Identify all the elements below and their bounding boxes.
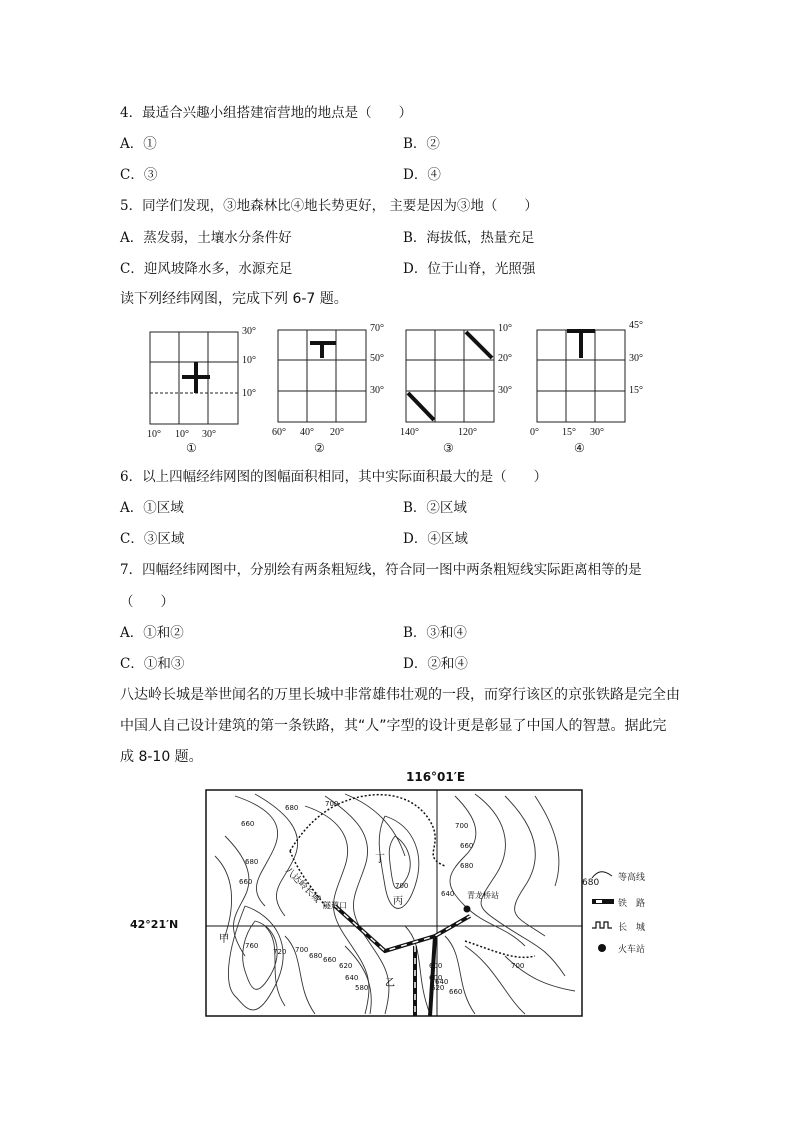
grid-2-lon-label: 20°: [330, 427, 344, 438]
contour-value: 600: [429, 962, 443, 970]
grid-1-lon-label: 10°: [147, 429, 161, 440]
contour-value: 700: [455, 822, 469, 830]
grid-3-thick-lines: [408, 332, 492, 420]
contour-value: 760: [245, 942, 259, 950]
contour-value: 660: [323, 956, 337, 964]
q7-option-a: A．①和②: [120, 625, 184, 641]
station-icon: [464, 906, 471, 913]
point-bing: 丙: [393, 896, 403, 907]
legend-station-label: 火车站: [618, 945, 646, 955]
badaling-label: 八达岭长城: [282, 866, 322, 905]
para-8-10-line-1: 八达岭长城是举世闻名的万里长城中非常雄伟壮观的一段，而穿行该区的京张铁路是完全由: [120, 687, 680, 703]
q6-option-d: D．④区域: [403, 531, 468, 547]
grid-4-lat-label: 30°: [629, 353, 643, 364]
legend-wall-icon: [592, 922, 612, 928]
tunnel-label: 隧道口: [323, 901, 347, 910]
contour-value: 660: [241, 820, 255, 828]
q5-option-d: D．位于山脊，光照强: [403, 261, 536, 277]
contour-value: 700: [325, 800, 339, 808]
grid-2-lon-label: 40°: [300, 427, 314, 438]
legend-station-icon: [598, 944, 606, 952]
q7-option-c: C．①和③: [120, 656, 185, 672]
contour-value: 720: [273, 948, 287, 956]
q6-option-c: C．③区域: [120, 531, 185, 547]
q7-stem-continued: （ ）: [120, 594, 174, 610]
point-yi: 乙: [385, 978, 395, 989]
q4-option-c: C．③: [120, 167, 158, 183]
grid-3-lat-label: 30°: [498, 385, 512, 396]
grid-2-lat-label: 70°: [370, 323, 384, 334]
grid-1-caption: ①: [186, 441, 197, 455]
q5-option-c: C．迎风坡降水多，水源充足: [120, 261, 293, 277]
q4-option-d: D．④: [403, 167, 441, 183]
contour-value: 640: [441, 890, 455, 898]
grid-2-lat-label: 30°: [370, 385, 384, 396]
contour-value: 700: [395, 882, 409, 890]
point-jia: 甲: [219, 934, 229, 945]
q5-option-b: B．海拔低，热量充足: [403, 230, 535, 246]
legend-contour-value: 680: [582, 878, 600, 888]
q4-stem: 4．最适合兴趣小组搭建宿营地的地点是（ ）: [120, 105, 413, 121]
grid-3-lat-label: 10°: [498, 323, 512, 334]
q6-option-b: B．②区域: [403, 500, 467, 516]
q5-option-a: A．蒸发弱，土壤水分条件好: [120, 230, 292, 246]
grid-4-thick-lines: [567, 331, 595, 358]
contour-value: 700: [295, 946, 309, 954]
q5-stem: 5．同学们发现，③地森林比④地长势更好， 主要是因为③地（ ）: [120, 198, 538, 214]
contour-value: 600: [429, 974, 443, 982]
grid-2-lat-label: 50°: [370, 353, 384, 364]
contour-value: 620: [431, 984, 445, 992]
grid-2-caption: ②: [314, 441, 325, 455]
grid-3-lon-label: 120°: [458, 427, 477, 438]
grid-4-lat-label: 45°: [629, 320, 643, 331]
contour-value: 680: [285, 804, 299, 812]
map-lon-label: 116°01′E: [406, 770, 466, 784]
contour-map: [205, 776, 583, 1018]
grid-3-caption: ③: [443, 441, 454, 455]
q7-option-d: D．②和④: [403, 656, 468, 672]
grid-4-lon-label: 0°: [530, 427, 539, 438]
grid-3-lon-label: 140°: [400, 427, 419, 438]
legend-wall-label: 长 城: [618, 923, 646, 933]
grid-3-lat-label: 20°: [498, 353, 512, 364]
map-legend: [582, 866, 670, 966]
q7-option-b: B．③和④: [403, 625, 467, 641]
legend-railway-icon: [592, 899, 614, 904]
q7-stem: 7．四幅经纬网图中，分别绘有两条粗短线，符合同一图中两条粗短线实际距离相等的是: [120, 562, 642, 578]
grid-2-thick-lines: [310, 343, 336, 358]
intro-6-7: 读下列经纬网图，完成下列 6-7 题。: [120, 291, 348, 307]
q4-option-a: A．①: [120, 136, 157, 152]
grid-3: [406, 330, 494, 422]
q6-stem: 6．以上四幅经纬网图的图幅面积相同，其中实际面积最大的是（ ）: [120, 469, 548, 485]
station-label: 青龙桥站: [467, 891, 499, 900]
grid-4-lon-label: 15°: [562, 427, 576, 438]
map-lat-label: 42°21′N: [130, 918, 179, 931]
grid-1-lat-label: 10°: [242, 355, 256, 366]
grid-4-lon-label: 30°: [590, 427, 604, 438]
grid-1-lon-label: 10°: [175, 429, 189, 440]
grid-2-lon-label: 60°: [272, 427, 286, 438]
contour-value: 660: [460, 842, 474, 850]
grid-1-lon-label: 30°: [202, 429, 216, 440]
latlon-grids-figure: [0, 0, 794, 460]
legend-railway-label: 铁 路: [618, 899, 646, 909]
legend-contour-label: 等高线: [618, 873, 646, 883]
q6-option-a: A．①区域: [120, 500, 184, 516]
contour-value: 700: [511, 962, 525, 970]
point-ding: 丁: [375, 854, 385, 865]
grid-4-caption: ④: [574, 441, 585, 455]
grid-1-thick-lines: [182, 362, 210, 393]
grid-4-lat-label: 15°: [629, 385, 643, 396]
para-8-10-line-3: 成 8-10 题。: [120, 749, 203, 765]
contour-value: 660: [449, 988, 463, 996]
contour-value: 680: [309, 952, 323, 960]
contour-value: 680: [460, 862, 474, 870]
contour-value: 620: [339, 962, 353, 970]
contour-value: 640: [345, 974, 359, 982]
contour-value: 680: [245, 858, 259, 866]
q4-option-b: B．②: [403, 136, 440, 152]
para-8-10-line-2: 中国人自己设计建筑的第一条铁路，其“人”字型的设计更是彰显了中国人的智慧。据此完: [120, 718, 667, 734]
grid-1-lat-label: 30°: [242, 326, 256, 337]
contour-value: 640: [435, 978, 449, 986]
contour-value: 660: [239, 878, 253, 886]
contour-value: 580: [355, 984, 369, 992]
grid-1-lat-label: 10°: [242, 388, 256, 399]
